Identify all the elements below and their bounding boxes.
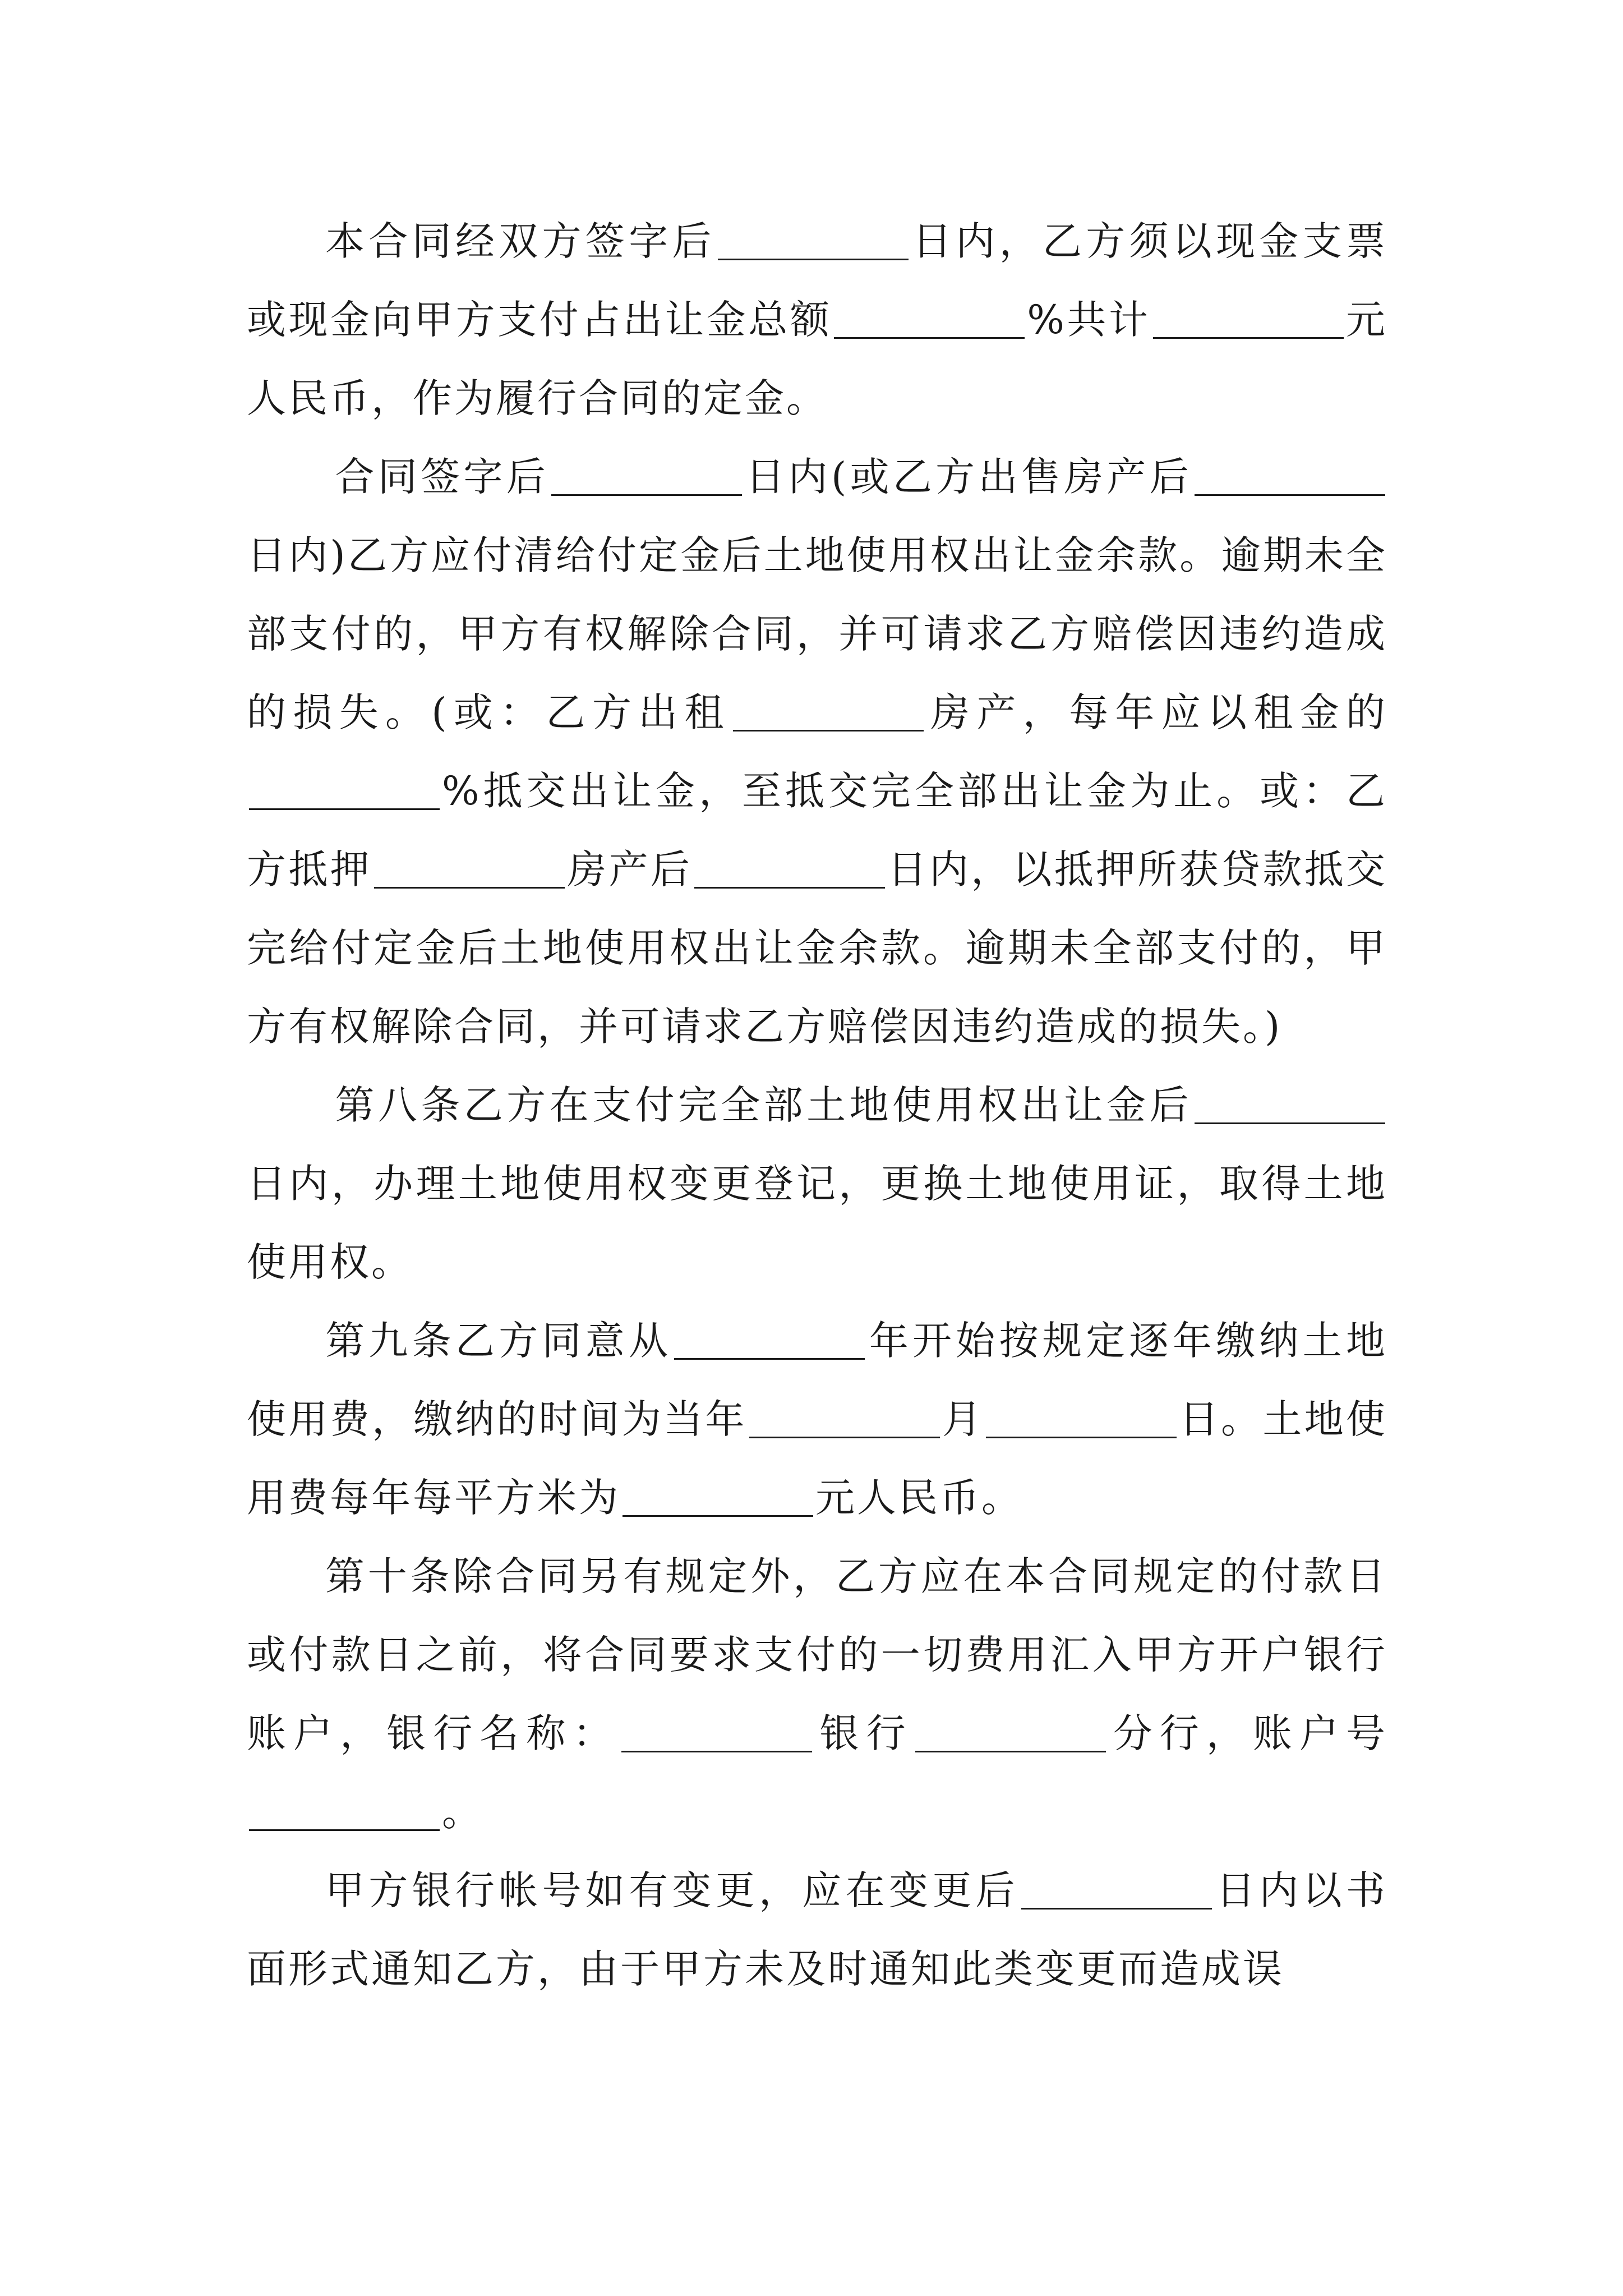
blank-field-day [986,1397,1177,1438]
text-segment: 。 [442,1789,483,1835]
paragraph-article-9 [247,1301,1387,1537]
blank-field-days [718,219,909,260]
text-segment: %共计 [1027,297,1151,343]
blank-field-account-number [249,1790,440,1831]
paragraph-balance-payment [247,438,1387,1066]
blank-field-year [674,1319,865,1360]
blank-field-branch [915,1711,1106,1752]
text-segment: 本合同经双方签字后 [325,218,716,264]
blank-field-days [1021,1869,1212,1910]
text-segment: 日内，乙方须以现金支票或现金向甲方支付占出让金总额 [247,218,1388,343]
text-segment: 房产，每年应以租金的 [925,689,1387,735]
text-segment: 分行，账户号 [1108,1710,1388,1756]
text-segment: 甲方银行帐号如有变更，应在变更后 [325,1867,1019,1913]
text-segment: 第九条乙方同意从 [325,1318,672,1364]
blank-field-percent [249,769,440,810]
text-segment: 元人民币，作为履行合同的定金。 [247,297,1388,421]
paragraph-article-10 [247,1537,1387,1851]
text-segment: 房产后 [566,846,693,892]
paragraph-deposit [247,202,1387,438]
blank-field-property [733,691,924,731]
paragraph-article-8 [247,1066,1387,1301]
blank-field-bank-name [621,1711,812,1752]
text-segment: 日内，办理土地使用权变更登记，更换土地使用证，取得土地使用权。 [247,1161,1387,1285]
blank-field-days [1195,1083,1385,1124]
paragraph-account-change [247,1851,1387,2008]
contract-body [247,202,1387,2008]
blank-field-month [749,1397,940,1438]
text-segment: 日内(或乙方出售房产后 [744,454,1193,500]
blank-field-days [551,455,742,496]
text-segment: 年开始按规定逐年缴纳土地使用费，缴纳的时间为当年 [247,1318,1388,1442]
text-segment: 第八条乙方在支付完全部土地使用权出让金后 [335,1082,1192,1128]
text-segment: 银行 [814,1710,913,1756]
text-segment: 合同签字后 [335,454,550,500]
text-segment: 日内)乙方应付清给付定金后土地使用权出让金余款。逾期未全部支付的，甲方有权解除合同，并可请求乙方赔偿因违约造成的损失。(或：乙方出租 [247,532,1387,735]
blank-field-amount [1153,298,1344,339]
blank-field-property [374,848,565,889]
text-segment: 日。土地使用费每年每平方米为 [247,1396,1388,1521]
blank-field-amount [623,1476,813,1517]
text-segment: 日内，以抵押所获贷款抵交完给付定金后土地使用权出让金余款。逾期未全部支付的，甲方有权解除合同，并可请求乙方赔偿因违约造成的损失。) [247,846,1388,1050]
text-segment: %抵交出让金，至抵交完全部出让金为止。或：乙方抵押 [247,768,1387,892]
blank-field-percent [834,298,1025,339]
text-segment: 元人民币。 [815,1475,1023,1521]
text-segment: 月 [942,1396,984,1442]
blank-field-days [694,848,885,889]
text-segment: 日内以书面形式通知乙方，由于甲方未及时通知此类变更而造成误 [247,1867,1388,1992]
text-segment: 第十条除合同另有规定外，乙方应在本合同规定的付款日或付款日之前，将合同要求支付的一切费用汇入甲方开户银行账户，银行名称： [247,1553,1387,1756]
blank-field-days [1195,455,1385,496]
